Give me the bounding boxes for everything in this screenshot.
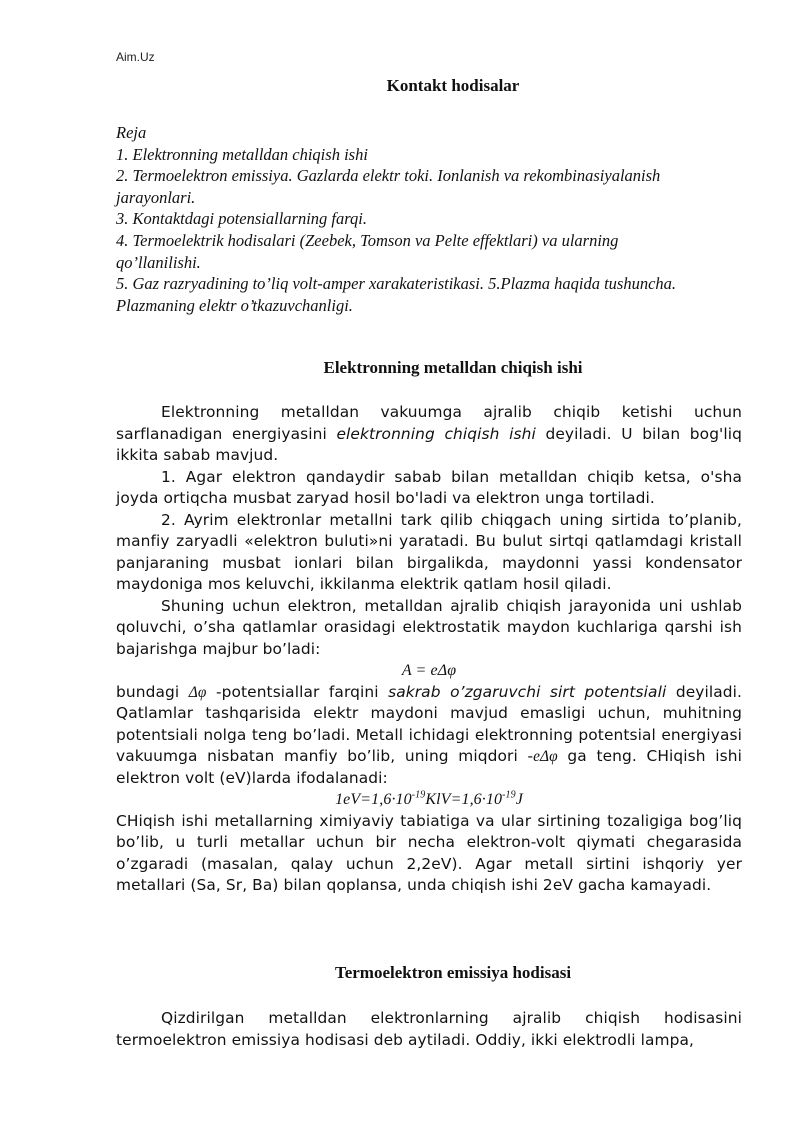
paragraph: CHiqish ishi metallarning ximiyaviy tabiatiga va ular sirtining tozaligiga bog’liq bo’lib, u turli metallar uchun bir necha elektron-volt qiymati chegarasida o’zgaradi (masalan, qalay uchun 2,2eV). Agar metall sirtini ishqoriy yer metallari (Sa, Sr, Ba) bilan qoplansa, unda chiqish ishi 2eV gacha kamayadi.: [116, 811, 742, 894]
section-body: [116, 1008, 742, 1051]
paragraph: 2. Ayrim elektronlar metallni tark qilib chiqgach uning sirtida to’planib, manfiy zaryadli «elektron buluti»ni yaratadi. Bu bulut sirtqi qatlamdagi kristall panjaraning musbat ionlari bilan birgalikda, maydonni yassi kondensator maydoniga mos keluvchi, ikkilanma elektrik qatlam hosil qiladi.: [116, 510, 742, 593]
plan-line: Plazmaning elektr o’tkazuvchanligi.: [116, 295, 353, 315]
plan-line: 5. Gaz razryadining to’liq volt-amper xarakateristikasi. 5.Plazma haqida tushuncha.: [116, 274, 677, 294]
paragraph: Qizdirilgan metalldan elektronlarning ajralib chiqish hodisasini termoelektron emissiya hodisasi deb aytiladi. Oddiy, ikki elektrodli lampa,: [116, 1009, 742, 1049]
paragraph: bundagi Δφ -potentsiallar farqini sakrab o’zgaruvchi sirt potentsiali deyiladi. Qatlamlar tashqarisida elektr maydoni mavjud emasligi uchun, muhitning potentsiali nolga teng bo’ladi. Metall ichidagi elektronning potentsial energiyasi vakuumga nisbatan manfiy bo’lib, uning miqdori -eΔφ ga teng. CHiqish ishi elektron volt (eV)larda ifodalanadi:: [116, 682, 742, 787]
plan-line: 2. Termoelektron emissiya. Gazlarda elektr toki. Ionlanish va rekombinasiyalanish: [116, 166, 661, 186]
plan-line: 3. Kontaktdagi potensiallarning farqi.: [116, 209, 368, 229]
plan-line: 1. Elektronning metalldan chiqish ishi: [116, 144, 368, 164]
site-header: Aim.Uz: [116, 50, 155, 64]
paragraph: Shuning uchun elektron, metalldan ajralib chiqish jarayonida uni ushlab qoluvchi, o’sha qatlamlar orasidagi elektrostatik maydon kuchlariga qarshi ish bajarishga majbur bo’ladi:: [116, 596, 742, 658]
paragraph: 1. Agar elektron qandaydir sabab bilan metalldan chiqib ketsa, o'sha joyda ortiqcha musbat zaryad hosil bo'ladi va elektron unga tortiladi.: [116, 467, 742, 507]
plan-list: [116, 122, 756, 316]
plan-line: 4. Termoelektrik hodisalari (Zeebek, Tomson va Pelte effektlari) va ularning: [116, 230, 619, 250]
document-title: Kontakt hodisalar: [386, 76, 520, 95]
formula: $1eV=1,6\cdot 10^{-19}KlV=1,6\cdot 10^{-19}J$: [335, 789, 523, 808]
plan-line: qo’llanilishi.: [116, 252, 201, 272]
paragraph: Elektronning metalldan vakuumga ajralib chiqib ketishi uchun sarflanadigan energiyasini elektronning chiqish ishi deyiladi. U bilan bog'liq ikkita sabab mavjud.: [116, 403, 743, 464]
section-heading: Elektronning metalldan chiqish ishi: [323, 358, 583, 377]
plan-line: jarayonlari.: [116, 187, 196, 207]
plan-heading: Reja: [116, 123, 147, 142]
formula: A = eΔφ: [401, 662, 457, 679]
section-heading: Termoelektron emissiya hodisasi: [334, 963, 572, 982]
section-body: [116, 402, 742, 897]
